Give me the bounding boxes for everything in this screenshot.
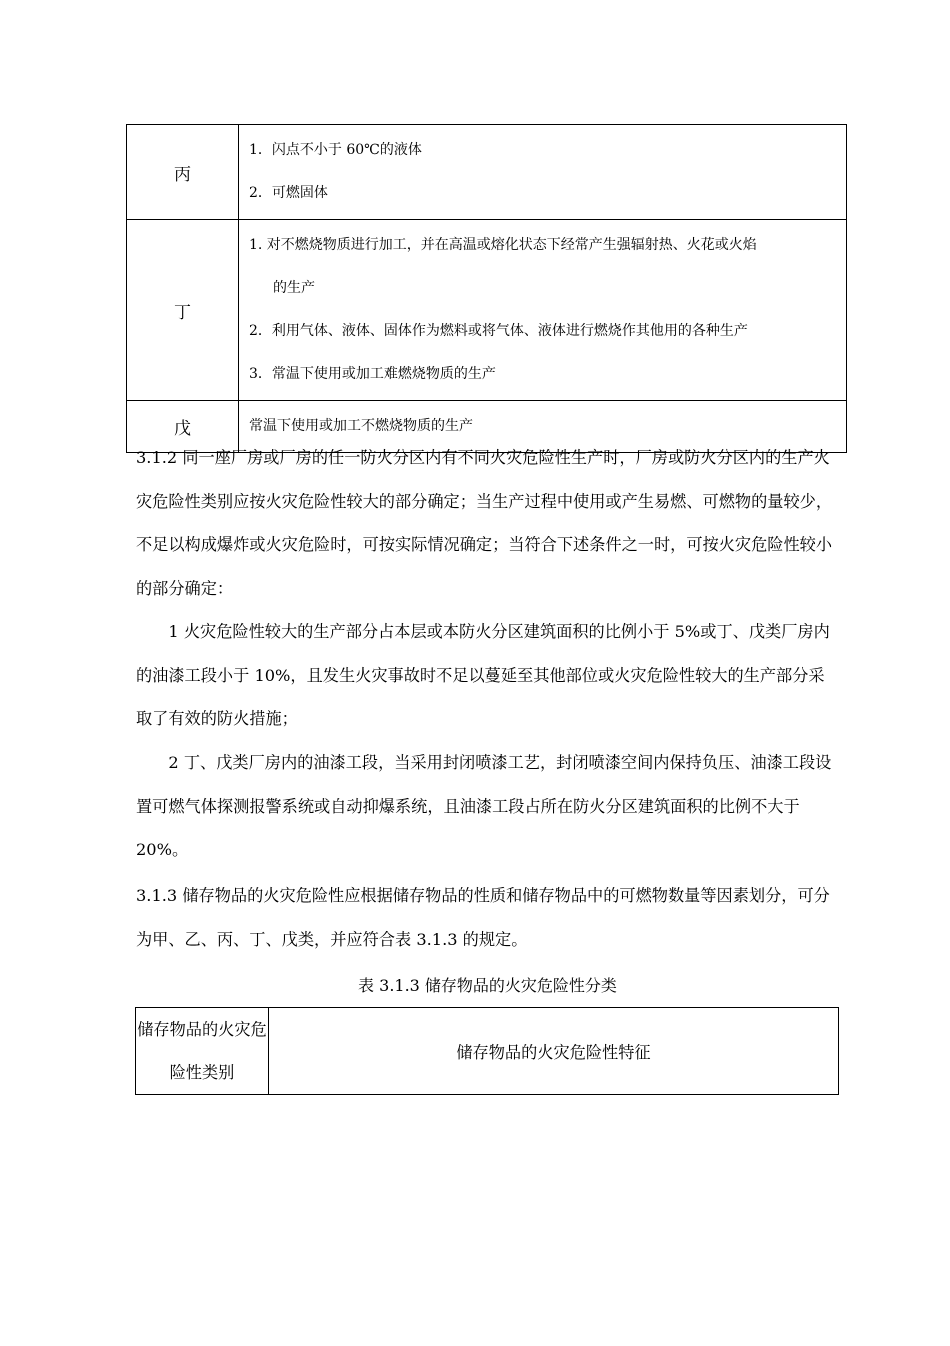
list-item: 的生产 xyxy=(273,280,315,296)
clause-item-2: 2 丁、戊类厂房内的油漆工段，当采用封闭喷漆工艺，封闭喷漆空间内保持负压、油漆工段设置可燃气体探测报警系统或自动抑爆系统，且油漆工段占所在防火分区建筑面积的比例不大于 20%。 xyxy=(136,753,832,859)
clause-3-1-3: 3.1.3 储存物品的火灾危险性应根据储存物品的性质和储存物品中的可燃物数量等因素划分，可分为甲、乙、丙、丁、戊类，并应符合表 3.1.3 的规定。 xyxy=(136,886,830,949)
production-hazard-table xyxy=(126,124,847,453)
list-item: 2．可燃固体 xyxy=(249,185,328,201)
storage-hazard-table xyxy=(135,1007,839,1095)
table-row xyxy=(127,125,847,220)
table-caption: 表 3.1.3 储存物品的火灾危险性分类 xyxy=(358,976,617,995)
clause-3-1-2: 3.1.2 同一座厂房或厂房的任一防火分区内有不同火灾危险性生产时，厂房或防火分区内的生产火灾危险性类别应按火灾危险性较大的部分确定；当生产过程中使用或产生易燃、可燃物的量较少，不足以构成爆炸或火灾危险时，可按实际情况确定；当符合下述条件之一时，可按火灾危险性较小的部分确定： xyxy=(136,448,833,598)
header-features: 储存物品的火灾危险性特征 xyxy=(269,1008,839,1095)
category-cell: 戊 xyxy=(127,401,239,453)
list-item: 2．利用气体、液体、固体作为燃料或将气体、液体进行燃烧作其他用的各种生产 xyxy=(249,323,748,339)
list-item: 1．闪点不小于 60℃的液体 xyxy=(249,142,422,158)
list-item: 3．常温下使用或加工难燃烧物质的生产 xyxy=(249,366,496,382)
table-header-row xyxy=(136,1008,839,1095)
table-row xyxy=(127,220,847,401)
description-cell xyxy=(239,125,847,220)
description-cell xyxy=(239,220,847,401)
category-cell: 丁 xyxy=(127,220,239,401)
category-cell: 丙 xyxy=(127,125,239,220)
clause-item-1: 1 火灾危险性较大的生产部分占本层或本防火分区建筑面积的比例小于 5%或丁、戊类厂房内的油漆工段小于 10%，且发生火灾事故时不足以蔓延至其他部位或火灾危险性较大的生产部分采取了有效的防火措施； xyxy=(136,622,830,728)
list-item: 常温下使用或加工不燃烧物质的生产 xyxy=(249,418,473,434)
list-item: 1. 对不燃烧物质进行加工，并在高温或熔化状态下经常产生强辐射热、火花或火焰 xyxy=(249,237,757,253)
header-category: 储存物品的火灾危险性类别 xyxy=(136,1008,269,1095)
